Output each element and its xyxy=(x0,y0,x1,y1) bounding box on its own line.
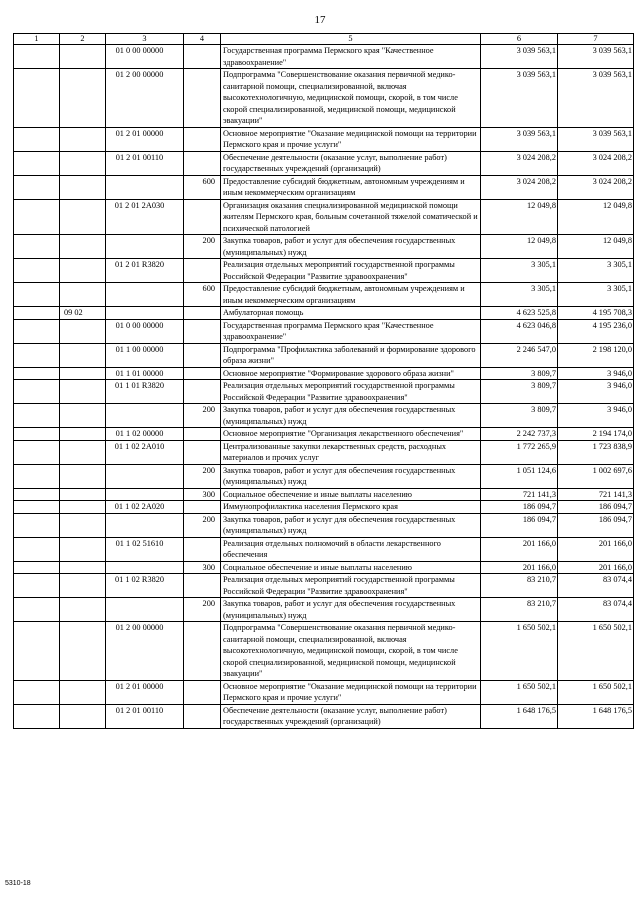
table-row xyxy=(14,561,634,574)
cell-amount-year1: 721 141,3 xyxy=(481,488,558,501)
cell-description: Закупка товаров, работ и услуг для обеспечения государственных (муниципальных) нужд xyxy=(221,235,481,259)
table-row xyxy=(14,175,634,199)
cell-col1 xyxy=(14,598,60,622)
cell-amount-year2: 4 195 708,3 xyxy=(558,307,634,320)
cell-amount-year1: 12 049,8 xyxy=(481,199,558,235)
cell-target-article xyxy=(106,488,184,501)
cell-description: Предоставление субсидий бюджетным, автономным учреждениям и иным некоммерческим организациям xyxy=(221,283,481,307)
cell-col1 xyxy=(14,127,60,151)
footer-document-code: 5310-18 xyxy=(5,880,31,887)
table-row xyxy=(14,537,634,561)
cell-amount-year2: 1 002 697,6 xyxy=(558,464,634,488)
cell-target-article xyxy=(106,175,184,199)
cell-description: Организация оказания специализированной медицинской помощи жителям Пермского края, больным сочетанной тяжелой соматической и психической патологией xyxy=(221,199,481,235)
cell-amount-year2: 12 049,8 xyxy=(558,199,634,235)
header-row xyxy=(14,34,634,45)
table-row xyxy=(14,127,634,151)
cell-description: Основное мероприятие "Организация лекарственного обеспечения" xyxy=(221,428,481,441)
cell-amount-year1: 3 039 563,1 xyxy=(481,45,558,69)
cell-target-article: 01 1 01 00000 xyxy=(106,367,184,380)
cell-amount-year1: 12 049,8 xyxy=(481,235,558,259)
cell-target-article: 01 2 00 00000 xyxy=(106,622,184,681)
cell-section-code xyxy=(60,235,106,259)
cell-description: Закупка товаров, работ и услуг для обеспечения государственных (муниципальных) нужд xyxy=(221,404,481,428)
table-row xyxy=(14,235,634,259)
cell-col1 xyxy=(14,428,60,441)
table-row xyxy=(14,404,634,428)
cell-col1 xyxy=(14,343,60,367)
cell-section-code xyxy=(60,440,106,464)
cell-section-code xyxy=(60,343,106,367)
cell-description: Реализация отдельных мероприятий государственной программы Российской Федерации "Развитие здравоохранения" xyxy=(221,574,481,598)
cell-amount-year2: 3 024 208,2 xyxy=(558,175,634,199)
cell-amount-year1: 201 166,0 xyxy=(481,537,558,561)
cell-target-article xyxy=(106,404,184,428)
table-row xyxy=(14,45,634,69)
column-header: 4 xyxy=(184,34,221,45)
cell-target-article xyxy=(106,464,184,488)
cell-section-code xyxy=(60,464,106,488)
cell-section-code xyxy=(60,367,106,380)
cell-expense-type: 200 xyxy=(184,598,221,622)
cell-section-code xyxy=(60,501,106,514)
cell-target-article: 01 2 00 00000 xyxy=(106,69,184,128)
cell-expense-type xyxy=(184,537,221,561)
cell-section-code xyxy=(60,428,106,441)
cell-section-code xyxy=(60,404,106,428)
page-number: 17 xyxy=(314,14,326,26)
cell-section-code xyxy=(60,680,106,704)
cell-col1 xyxy=(14,319,60,343)
table-row xyxy=(14,440,634,464)
cell-col1 xyxy=(14,537,60,561)
cell-amount-year2: 3 946,0 xyxy=(558,380,634,404)
cell-expense-type xyxy=(184,440,221,464)
cell-target-article: 01 0 00 00000 xyxy=(106,45,184,69)
table-row xyxy=(14,69,634,128)
cell-description: Реализация отдельных полномочий в области лекарственного обеспечения xyxy=(221,537,481,561)
column-header: 2 xyxy=(60,34,106,45)
column-header: 5 xyxy=(221,34,481,45)
cell-description: Реализация отдельных мероприятий государственной программы Российской Федерации "Развитие здравоохранения" xyxy=(221,380,481,404)
cell-col1 xyxy=(14,45,60,69)
cell-section-code xyxy=(60,513,106,537)
table-row xyxy=(14,343,634,367)
budget-table xyxy=(13,33,634,729)
cell-description: Закупка товаров, работ и услуг для обеспечения государственных (муниципальных) нужд xyxy=(221,513,481,537)
cell-target-article: 01 2 01 00110 xyxy=(106,151,184,175)
cell-amount-year2: 12 049,8 xyxy=(558,235,634,259)
cell-description: Основное мероприятие "Оказание медицинской помощи на территории Пермского края и прочие услуги" xyxy=(221,127,481,151)
table-row xyxy=(14,367,634,380)
cell-col1 xyxy=(14,404,60,428)
table-row xyxy=(14,513,634,537)
cell-amount-year2: 3 946,0 xyxy=(558,404,634,428)
cell-expense-type xyxy=(184,704,221,728)
cell-description: Иммунопрофилактика населения Пермского края xyxy=(221,501,481,514)
cell-amount-year1: 1 650 502,1 xyxy=(481,680,558,704)
cell-amount-year1: 1 650 502,1 xyxy=(481,622,558,681)
cell-description: Основное мероприятие "Формирование здорового образа жизни" xyxy=(221,367,481,380)
cell-col1 xyxy=(14,235,60,259)
cell-amount-year1: 201 166,0 xyxy=(481,561,558,574)
cell-amount-year1: 1 772 265,9 xyxy=(481,440,558,464)
cell-section-code xyxy=(60,380,106,404)
cell-section-code xyxy=(60,175,106,199)
cell-col1 xyxy=(14,622,60,681)
table-row xyxy=(14,704,634,728)
cell-target-article xyxy=(106,598,184,622)
cell-expense-type: 300 xyxy=(184,488,221,501)
cell-col1 xyxy=(14,380,60,404)
cell-amount-year2: 186 094,7 xyxy=(558,513,634,537)
table-row xyxy=(14,319,634,343)
cell-target-article: 01 1 01 R3820 xyxy=(106,380,184,404)
table-row xyxy=(14,307,634,320)
table-row xyxy=(14,428,634,441)
column-header: 3 xyxy=(106,34,184,45)
cell-description: Государственная программа Пермского края "Качественное здравоохранение" xyxy=(221,319,481,343)
cell-target-article: 01 2 01 00000 xyxy=(106,680,184,704)
table-row xyxy=(14,151,634,175)
cell-expense-type xyxy=(184,680,221,704)
cell-col1 xyxy=(14,680,60,704)
cell-section-code xyxy=(60,319,106,343)
cell-col1 xyxy=(14,488,60,501)
table-row xyxy=(14,488,634,501)
cell-expense-type xyxy=(184,501,221,514)
cell-target-article: 01 2 01 00110 xyxy=(106,704,184,728)
cell-expense-type: 200 xyxy=(184,404,221,428)
cell-col1 xyxy=(14,561,60,574)
cell-col1 xyxy=(14,69,60,128)
cell-amount-year2: 721 141,3 xyxy=(558,488,634,501)
cell-expense-type: 600 xyxy=(184,175,221,199)
cell-amount-year1: 186 094,7 xyxy=(481,513,558,537)
cell-section-code xyxy=(60,45,106,69)
table-row xyxy=(14,199,634,235)
cell-expense-type: 600 xyxy=(184,283,221,307)
cell-col1 xyxy=(14,704,60,728)
cell-target-article: 01 2 01 R3820 xyxy=(106,259,184,283)
cell-col1 xyxy=(14,513,60,537)
cell-amount-year1: 3 039 563,1 xyxy=(481,127,558,151)
cell-target-article xyxy=(106,283,184,307)
cell-target-article xyxy=(106,513,184,537)
cell-amount-year2: 1 648 176,5 xyxy=(558,704,634,728)
cell-amount-year2: 3 039 563,1 xyxy=(558,127,634,151)
cell-amount-year2: 201 166,0 xyxy=(558,537,634,561)
column-header: 6 xyxy=(481,34,558,45)
cell-section-code xyxy=(60,537,106,561)
column-header: 7 xyxy=(558,34,634,45)
cell-description: Государственная программа Пермского края "Качественное здравоохранение" xyxy=(221,45,481,69)
cell-col1 xyxy=(14,175,60,199)
cell-description: Социальное обеспечение и иные выплаты населению xyxy=(221,488,481,501)
cell-amount-year1: 2 246 547,0 xyxy=(481,343,558,367)
cell-description: Подпрограмма "Совершенствование оказания первичной медико-санитарной помощи, специализированной, включая высокотехнологичную, медицинской помощи, скорой, в том числе скорой специализированной, медицинской помощи, медицинской эвакуации" xyxy=(221,69,481,128)
cell-col1 xyxy=(14,501,60,514)
cell-section-code xyxy=(60,259,106,283)
table-row xyxy=(14,464,634,488)
cell-amount-year1: 186 094,7 xyxy=(481,501,558,514)
cell-expense-type xyxy=(184,319,221,343)
cell-description: Подпрограмма "Совершенствование оказания первичной медико-санитарной помощи, специализированной, включая высокотехнологичную, медицинской помощи, скорой, в том числе скорой специализированной, медицинской помощи, медицинской эвакуации" xyxy=(221,622,481,681)
cell-target-article: 01 2 01 2А030 xyxy=(106,199,184,235)
cell-expense-type xyxy=(184,307,221,320)
cell-amount-year1: 83 210,7 xyxy=(481,574,558,598)
cell-target-article: 01 1 02 2А010 xyxy=(106,440,184,464)
cell-amount-year2: 2 198 120,0 xyxy=(558,343,634,367)
cell-target-article: 01 1 02 00000 xyxy=(106,428,184,441)
cell-target-article: 01 1 00 00000 xyxy=(106,343,184,367)
cell-amount-year2: 3 039 563,1 xyxy=(558,69,634,128)
cell-expense-type xyxy=(184,343,221,367)
cell-target-article: 01 1 02 R3820 xyxy=(106,574,184,598)
cell-expense-type xyxy=(184,151,221,175)
cell-col1 xyxy=(14,151,60,175)
cell-amount-year1: 1 051 124,6 xyxy=(481,464,558,488)
cell-col1 xyxy=(14,283,60,307)
cell-expense-type xyxy=(184,380,221,404)
table-row xyxy=(14,501,634,514)
cell-description: Основное мероприятие "Оказание медицинской помощи на территории Пермского края и прочие услуги" xyxy=(221,680,481,704)
cell-expense-type: 200 xyxy=(184,464,221,488)
cell-section-code xyxy=(60,283,106,307)
cell-amount-year1: 3 039 563,1 xyxy=(481,69,558,128)
cell-amount-year2: 201 166,0 xyxy=(558,561,634,574)
cell-section-code xyxy=(60,574,106,598)
cell-col1 xyxy=(14,367,60,380)
cell-description: Подпрограмма "Профилактика заболеваний и формирование здорового образа жизни" xyxy=(221,343,481,367)
cell-description: Закупка товаров, работ и услуг для обеспечения государственных (муниципальных) нужд xyxy=(221,464,481,488)
cell-expense-type xyxy=(184,622,221,681)
cell-target-article: 01 2 01 00000 xyxy=(106,127,184,151)
cell-expense-type xyxy=(184,127,221,151)
table-row xyxy=(14,622,634,681)
cell-amount-year2: 3 946,0 xyxy=(558,367,634,380)
cell-amount-year2: 3 305,1 xyxy=(558,259,634,283)
table-row xyxy=(14,259,634,283)
cell-description: Амбулаторная помощь xyxy=(221,307,481,320)
cell-amount-year2: 186 094,7 xyxy=(558,501,634,514)
cell-expense-type: 300 xyxy=(184,561,221,574)
cell-amount-year2: 2 194 174,0 xyxy=(558,428,634,441)
cell-description: Обеспечение деятельности (оказание услуг, выполнение работ) государственных учреждений (организаций) xyxy=(221,704,481,728)
cell-description: Предоставление субсидий бюджетным, автономным учреждениям и иным некоммерческим организациям xyxy=(221,175,481,199)
cell-amount-year1: 83 210,7 xyxy=(481,598,558,622)
cell-section-code xyxy=(60,622,106,681)
cell-col1 xyxy=(14,307,60,320)
cell-amount-year1: 3 024 208,2 xyxy=(481,175,558,199)
cell-amount-year1: 2 242 737,3 xyxy=(481,428,558,441)
cell-section-code xyxy=(60,598,106,622)
cell-section-code xyxy=(60,561,106,574)
cell-amount-year1: 3 305,1 xyxy=(481,259,558,283)
cell-amount-year2: 1 723 838,9 xyxy=(558,440,634,464)
cell-expense-type: 200 xyxy=(184,235,221,259)
cell-section-code: 09 02 xyxy=(60,307,106,320)
cell-target-article xyxy=(106,561,184,574)
cell-amount-year2: 3 305,1 xyxy=(558,283,634,307)
cell-amount-year1: 3 024 208,2 xyxy=(481,151,558,175)
cell-section-code xyxy=(60,151,106,175)
cell-section-code xyxy=(60,127,106,151)
table-row xyxy=(14,598,634,622)
cell-col1 xyxy=(14,440,60,464)
cell-expense-type xyxy=(184,367,221,380)
cell-expense-type xyxy=(184,199,221,235)
cell-description: Социальное обеспечение и иные выплаты населению xyxy=(221,561,481,574)
cell-amount-year1: 3 809,7 xyxy=(481,367,558,380)
cell-amount-year1: 1 648 176,5 xyxy=(481,704,558,728)
cell-col1 xyxy=(14,259,60,283)
cell-section-code xyxy=(60,199,106,235)
cell-target-article: 01 1 02 51610 xyxy=(106,537,184,561)
cell-description: Централизованные закупки лекарственных средств, расходных материалов и прочих услуг xyxy=(221,440,481,464)
cell-amount-year2: 83 074,4 xyxy=(558,574,634,598)
cell-expense-type xyxy=(184,259,221,283)
cell-expense-type xyxy=(184,574,221,598)
cell-amount-year1: 4 623 046,8 xyxy=(481,319,558,343)
cell-amount-year2: 4 195 236,0 xyxy=(558,319,634,343)
cell-amount-year1: 3 809,7 xyxy=(481,380,558,404)
cell-amount-year1: 4 623 525,8 xyxy=(481,307,558,320)
cell-amount-year1: 3 809,7 xyxy=(481,404,558,428)
cell-amount-year1: 3 305,1 xyxy=(481,283,558,307)
cell-amount-year2: 3 024 208,2 xyxy=(558,151,634,175)
cell-description: Реализация отдельных мероприятий государственной программы Российской Федерации "Развитие здравоохранения" xyxy=(221,259,481,283)
cell-expense-type xyxy=(184,428,221,441)
cell-expense-type: 200 xyxy=(184,513,221,537)
cell-description: Обеспечение деятельности (оказание услуг, выполнение работ) государственных учреждений (организаций) xyxy=(221,151,481,175)
table-row xyxy=(14,680,634,704)
table-row xyxy=(14,380,634,404)
cell-section-code xyxy=(60,488,106,501)
cell-amount-year2: 83 074,4 xyxy=(558,598,634,622)
cell-amount-year2: 3 039 563,1 xyxy=(558,45,634,69)
cell-description: Закупка товаров, работ и услуг для обеспечения государственных (муниципальных) нужд xyxy=(221,598,481,622)
column-header: 1 xyxy=(14,34,60,45)
cell-amount-year2: 1 650 502,1 xyxy=(558,680,634,704)
cell-amount-year2: 1 650 502,1 xyxy=(558,622,634,681)
cell-section-code xyxy=(60,704,106,728)
cell-section-code xyxy=(60,69,106,128)
cell-col1 xyxy=(14,464,60,488)
cell-col1 xyxy=(14,199,60,235)
cell-target-article xyxy=(106,307,184,320)
table-row xyxy=(14,283,634,307)
table-row xyxy=(14,574,634,598)
cell-target-article: 01 0 00 00000 xyxy=(106,319,184,343)
cell-target-article xyxy=(106,235,184,259)
cell-col1 xyxy=(14,574,60,598)
cell-expense-type xyxy=(184,45,221,69)
cell-target-article: 01 1 02 2А020 xyxy=(106,501,184,514)
cell-expense-type xyxy=(184,69,221,128)
